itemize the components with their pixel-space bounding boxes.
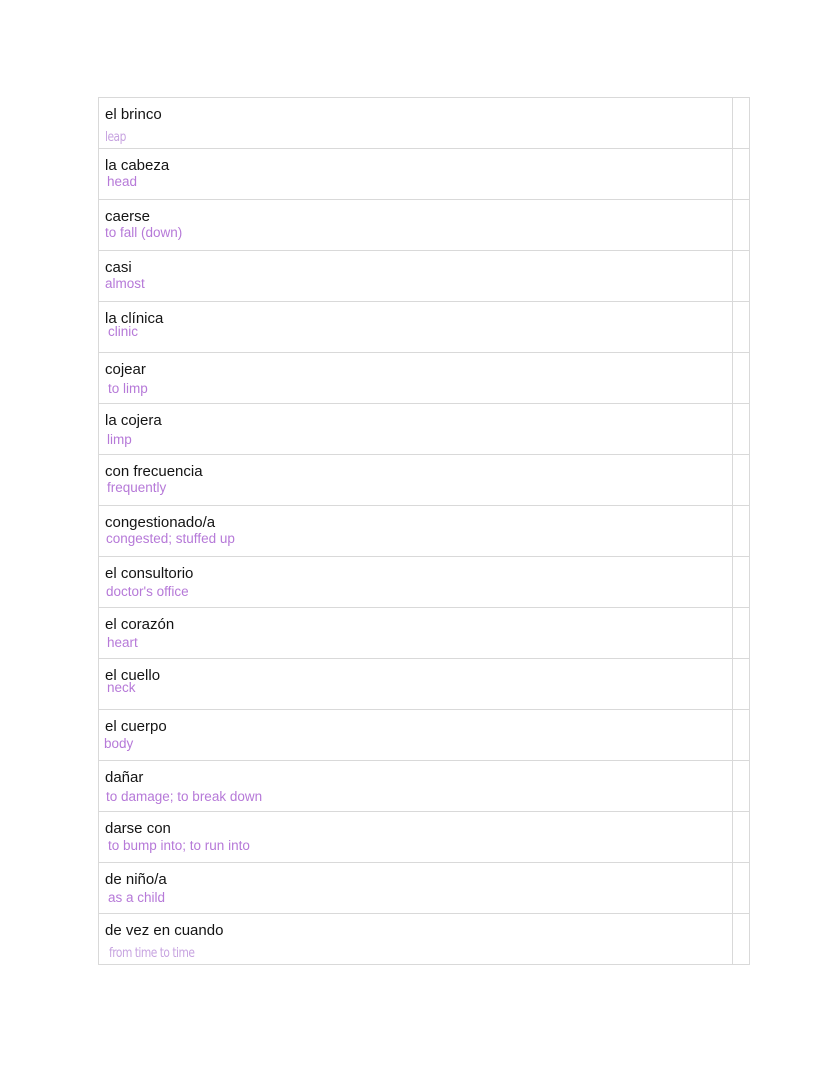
- vocab-cell: [99, 863, 733, 914]
- vocab-cell: [99, 710, 733, 761]
- empty-cell: [733, 557, 750, 608]
- vocab-cell: [99, 455, 733, 506]
- spanish-term: con frecuencia: [105, 463, 203, 480]
- english-translation: frequently: [107, 480, 167, 495]
- english-translation: to damage; to break down: [106, 789, 263, 804]
- table-row: [99, 812, 750, 863]
- spanish-term: congestionado/a: [105, 514, 216, 531]
- table-row: [99, 557, 750, 608]
- vocabulary-table: [98, 97, 750, 965]
- vocab-cell: [99, 353, 733, 404]
- vocab-cell: [99, 404, 733, 455]
- spanish-term: la cabeza: [105, 157, 170, 174]
- empty-cell: [733, 455, 750, 506]
- spanish-term: el cuerpo: [105, 718, 167, 735]
- table-row: [99, 710, 750, 761]
- spanish-term: de niño/a: [105, 871, 167, 888]
- table-row: [99, 506, 750, 557]
- spanish-term: cojear: [105, 361, 146, 378]
- table-row: [99, 251, 750, 302]
- empty-cell: [733, 812, 750, 863]
- english-translation: as a child: [108, 890, 166, 905]
- empty-cell: [733, 302, 750, 353]
- english-translation: neck: [107, 680, 136, 695]
- spanish-term: casi: [105, 259, 132, 276]
- english-translation: to limp: [108, 381, 148, 396]
- vocab-cell: [99, 914, 733, 965]
- english-translation: to fall (down): [105, 225, 183, 240]
- empty-cell: [733, 98, 750, 149]
- table-row: [99, 761, 750, 812]
- vocab-cell: [99, 608, 733, 659]
- empty-cell: [733, 200, 750, 251]
- table-row: [99, 455, 750, 506]
- empty-cell: [733, 710, 750, 761]
- english-translation: clinic: [108, 324, 139, 339]
- vocab-cell: [99, 557, 733, 608]
- english-translation: body: [104, 736, 134, 751]
- spanish-term: la cojera: [105, 412, 162, 429]
- table-row: [99, 608, 750, 659]
- table-row: [99, 659, 750, 710]
- spanish-term: la clínica: [105, 310, 164, 327]
- table-row: [99, 404, 750, 455]
- english-translation: doctor's office: [106, 584, 189, 599]
- spanish-term: darse con: [105, 820, 171, 837]
- english-translation: congested; stuffed up: [106, 531, 235, 546]
- empty-cell: [733, 863, 750, 914]
- table-row: [99, 302, 750, 353]
- table-row: [99, 200, 750, 251]
- spanish-term: dañar: [105, 769, 144, 786]
- empty-cell: [733, 353, 750, 404]
- english-translation: almost: [105, 276, 145, 291]
- vocab-cell: [99, 812, 733, 863]
- empty-cell: [733, 506, 750, 557]
- vocab-cell: [99, 98, 733, 149]
- spanish-term: el consultorio: [105, 565, 194, 582]
- empty-cell: [733, 404, 750, 455]
- vocab-cell: [99, 659, 733, 710]
- english-translation: from time to time: [109, 946, 195, 961]
- vocab-cell: [99, 506, 733, 557]
- english-translation: heart: [107, 635, 138, 650]
- table-row: [99, 149, 750, 200]
- empty-cell: [733, 659, 750, 710]
- table-row: [99, 863, 750, 914]
- spanish-term: el corazón: [105, 616, 175, 633]
- vocab-cell: [99, 149, 733, 200]
- spanish-term: el brinco: [105, 106, 162, 123]
- vocab-cell: [99, 251, 733, 302]
- english-translation: limp: [107, 432, 132, 447]
- empty-cell: [733, 608, 750, 659]
- empty-cell: [733, 149, 750, 200]
- empty-cell: [733, 914, 750, 965]
- spanish-term: caerse: [105, 208, 151, 225]
- table-row: [99, 914, 750, 965]
- vocab-cell: [99, 302, 733, 353]
- empty-cell: [733, 761, 750, 812]
- vocab-cell: [99, 761, 733, 812]
- table-row: [99, 98, 750, 149]
- english-translation: head: [107, 174, 138, 189]
- empty-cell: [733, 251, 750, 302]
- english-translation: leap: [105, 130, 126, 145]
- vocab-cell: [99, 200, 733, 251]
- spanish-term: el cuello: [105, 667, 161, 684]
- spanish-term: de vez en cuando: [105, 922, 224, 939]
- table-row: [99, 353, 750, 404]
- english-translation: to bump into; to run into: [108, 838, 250, 853]
